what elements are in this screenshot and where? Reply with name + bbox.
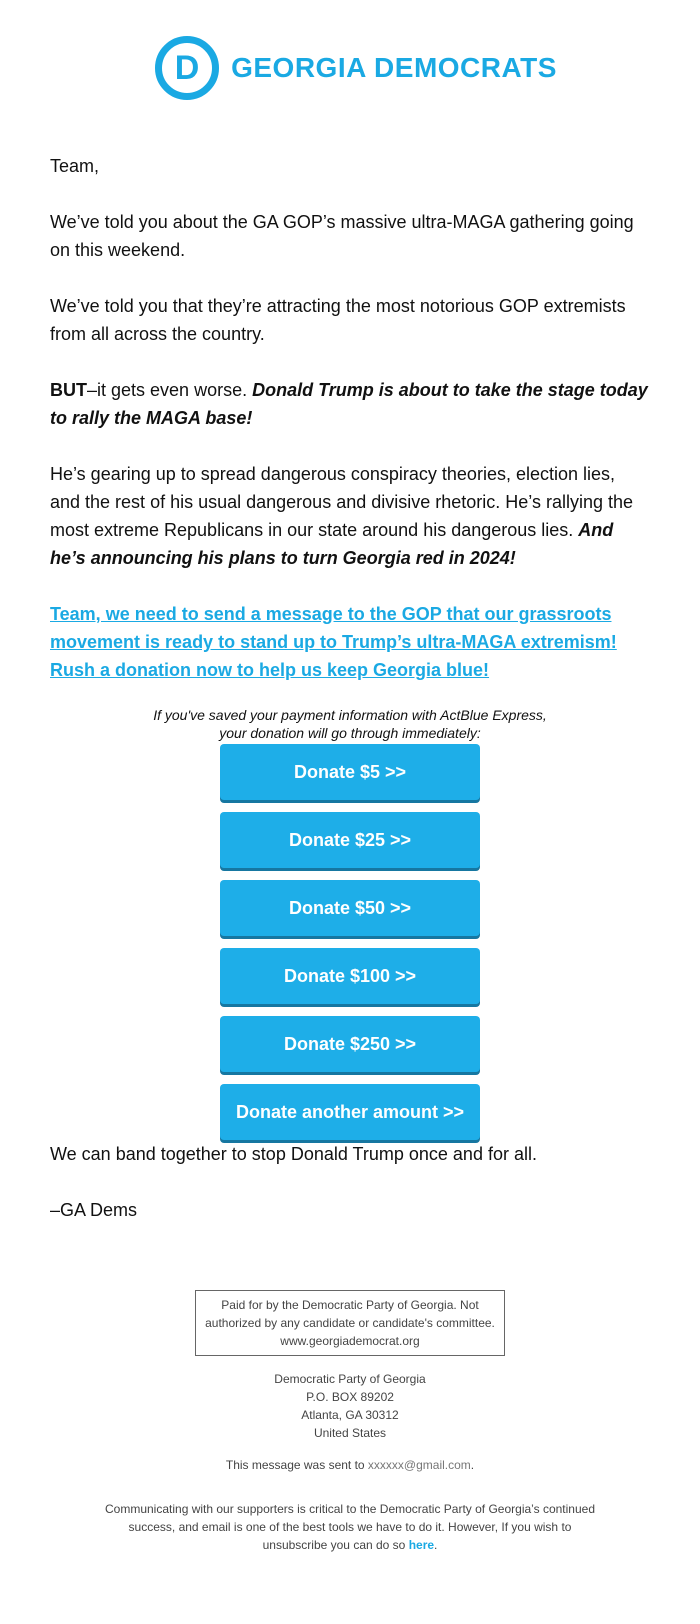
closing-line: We can band together to stop Donald Trump once and for all. [50,1144,537,1164]
paragraph-4 [50,460,650,572]
paragraph-2: We’ve told you that they’re attracting the most notorious GOP extremists from all across the country. [50,296,626,344]
donate-100-button[interactable]: Donate $100 >> [220,948,480,1004]
email-footer [0,1290,700,1554]
address-city: Atlanta, GA 30312 [301,1408,399,1422]
paragraph-4-emphasis: And he’s announcing his plans to turn Georgia red in 2024! [50,520,614,568]
email-header [0,0,700,136]
greeting: Team, [50,156,100,176]
unsubscribe-text: Communicating with our supporters is critical to the Democratic Party of Georgia’s continued success, and email is one of the best tools we have to do it. However, If you wish to unsubscribe you can do so [105,1502,595,1552]
sent-to-notice [0,1456,700,1474]
logo-letter: D [174,49,200,87]
paragraph-4-text: He’s gearing up to spread dangerous conspiracy theories, election lies, and the rest of his usual dangerous and divisive rhetoric. He’s rallying the most extreme Republicans in our state around his dangerous lies. [50,464,633,540]
paragraph-1: We’ve told you about the GA GOP’s massive ultra-MAGA gathering going on this weekend. [50,212,634,260]
unsubscribe-link[interactable]: here [408,1538,435,1552]
paid-for-disclaimer [195,1290,505,1356]
paragraph-3 [50,376,650,432]
recipient-email: xxxxxx@gmail.com [367,1458,471,1472]
actblue-note-line-1: If you've saved your payment information with ActBlue Express, [153,707,547,723]
democrats-d-logo-icon [155,36,219,100]
paragraph-3-emphasis: Donald Trump is about to take the stage today to rally the MAGA base! [50,380,648,428]
unsubscribe-notice [100,1500,600,1554]
donation-cta-link[interactable]: Team, we need to send a message to the GOP that our grassroots movement is ready to stand up to Trump’s ultra-MAGA extremism! Rush a donation now to help us keep Georgia blue! [50,604,617,680]
donate-button-list [50,744,650,1140]
address-org-name: Democratic Party of Georgia [274,1372,426,1386]
address-country: United States [313,1426,387,1440]
unsubscribe-end: . [434,1538,438,1552]
paragraph-3-text: –it gets even worse. [87,380,253,400]
donate-5-button[interactable]: Donate $5 >> [220,744,480,800]
georgia-democrats-logo[interactable] [155,36,557,100]
address-po-box: P.O. BOX 89202 [306,1390,394,1404]
sent-to-prefix: This message was sent to [225,1458,368,1472]
footer-website: www.georgiademocrat.org [280,1334,420,1348]
donate-25-button[interactable]: Donate $25 >> [220,812,480,868]
signature: –GA Dems [50,1200,138,1220]
actblue-note-line-2: your donation will go through immediately: [219,725,481,741]
donate-50-button[interactable]: Donate $50 >> [220,880,480,936]
donate-250-button[interactable]: Donate $250 >> [220,1016,480,1072]
sent-to-suffix: . [470,1458,475,1472]
cta-paragraph [50,600,650,684]
actblue-express-note [50,706,650,742]
logo-wordmark: GEORGIA DEMOCRATS [231,52,557,83]
mailing-address [0,1370,700,1442]
email-body [0,152,700,1224]
donate-other-amount-button[interactable]: Donate another amount >> [220,1084,480,1140]
but-emphasis: BUT [50,380,87,400]
paid-for-text: Paid for by the Democratic Party of Georgia. Not authorized by any candidate or candidate's committee. [205,1298,495,1330]
